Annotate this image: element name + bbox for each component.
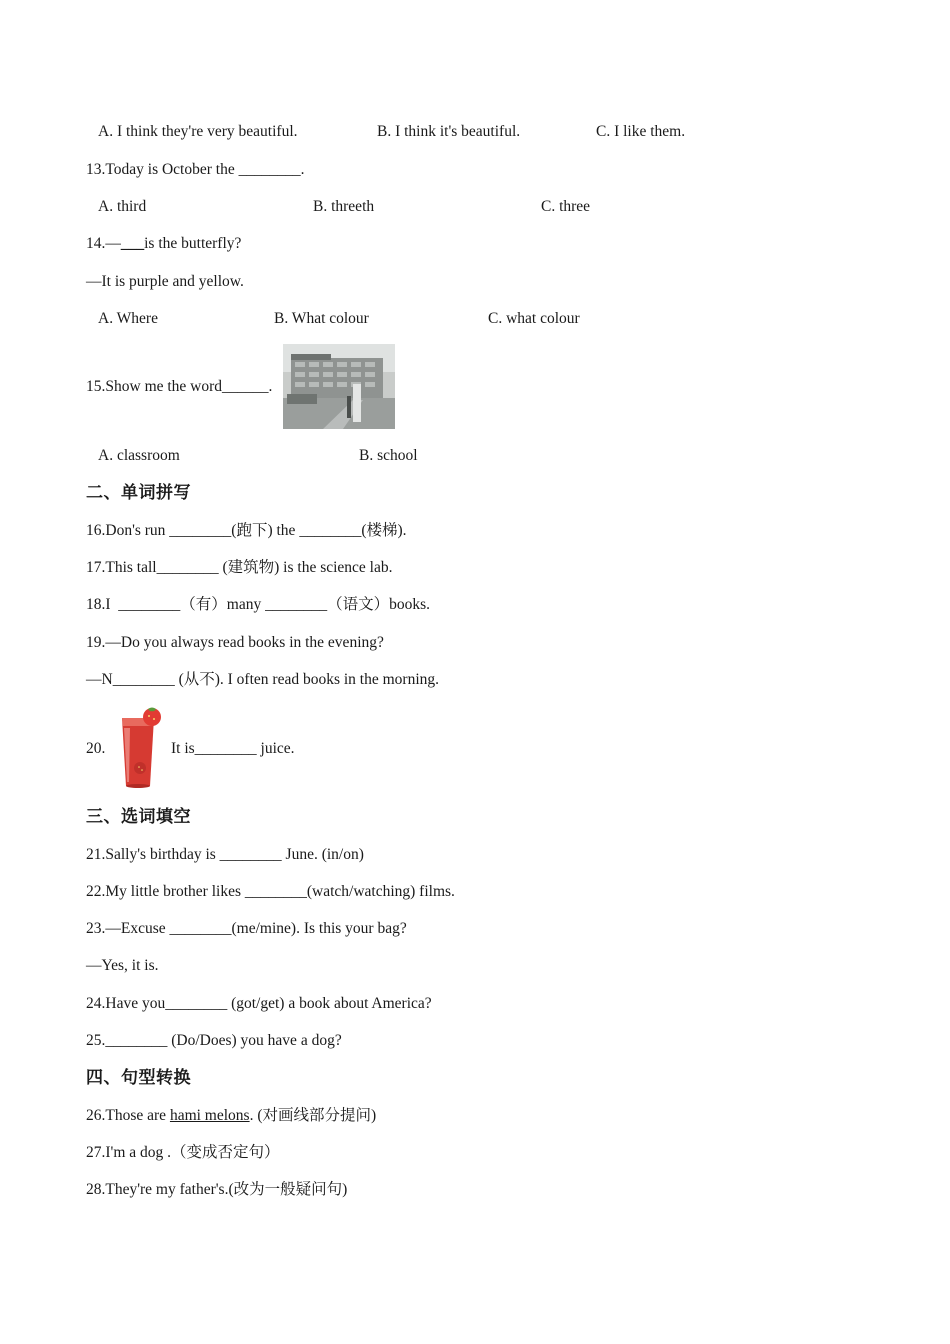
- q13-text: 13.Today is October the ________.: [86, 161, 305, 178]
- q26-text: [86, 1106, 376, 1126]
- q14-reply: —It is purple and yellow.: [86, 273, 244, 290]
- q19-reply: —N________ (从不). I often read books in the morning.: [86, 671, 439, 688]
- q23-question: 23.—Excuse ________(me/mine). Is this your bag?: [86, 920, 407, 937]
- q22-text: 22.My little brother likes ________(watch/watching) films.: [86, 883, 455, 900]
- section2-heading: 二、单词拼写: [86, 483, 191, 503]
- q14-text: [86, 234, 241, 254]
- q12-option-a: A. I think they're very beautiful.: [98, 123, 298, 140]
- q13-option-b: B. threeth: [313, 198, 375, 215]
- school-building-image: [283, 344, 395, 429]
- q21-text: 21.Sally's birthday is ________ June. (in/on): [86, 846, 364, 863]
- q13-option-a: A. third: [98, 198, 147, 215]
- q26-underlined: hami melons: [169, 1107, 250, 1124]
- q20-text: It is________ juice.: [171, 740, 295, 757]
- q14-prefix: 14.—: [86, 235, 121, 252]
- q23-reply: —Yes, it is.: [86, 957, 159, 974]
- q12-option-c: C. I like them.: [596, 123, 686, 140]
- q20-number: 20.: [86, 740, 106, 757]
- q14-option-a: A. Where: [98, 310, 158, 327]
- q19-question: 19.—Do you always read books in the evening?: [86, 634, 384, 651]
- q14-option-c: C. what colour: [488, 310, 580, 327]
- q15-option-a: A. classroom: [98, 447, 180, 464]
- q16-text: 16.Don's run ________(跑下) the ________(楼梯).: [86, 522, 407, 539]
- q18-text: 18.I ________（有）many ________（语文）books.: [86, 596, 431, 613]
- q17-text: 17.This tall________ (建筑物) is the science lab.: [86, 559, 393, 576]
- q28-text: 28.They're my father's.(改为一般疑问句): [86, 1181, 348, 1198]
- q26-prefix: 26.Those are: [86, 1107, 170, 1124]
- strawberry-juice-image: [118, 706, 166, 788]
- q26-suffix: . (对画线部分提问): [249, 1107, 377, 1124]
- q13-option-c: C. three: [541, 198, 591, 215]
- q14-option-b: B. What colour: [274, 310, 369, 327]
- q24-text: 24.Have you________ (got/get) a book about America?: [86, 995, 432, 1012]
- q14-suffix: is the butterfly?: [144, 235, 242, 252]
- school-building-icon: [283, 344, 395, 429]
- q12-option-b: B. I think it's beautiful.: [377, 123, 521, 140]
- strawberry-juice-icon: [118, 706, 166, 788]
- q15-option-b: B. school: [359, 447, 418, 464]
- q25-text: 25.________ (Do/Does) you have a dog?: [86, 1032, 342, 1049]
- q14-blank: ___: [120, 235, 145, 252]
- section4-heading: 四、句型转换: [86, 1068, 191, 1088]
- q27-text: 27.I'm a dog .（变成否定句）: [86, 1144, 280, 1161]
- section3-heading: 三、选词填空: [86, 807, 191, 827]
- q15-text: 15.Show me the word______.: [86, 378, 273, 395]
